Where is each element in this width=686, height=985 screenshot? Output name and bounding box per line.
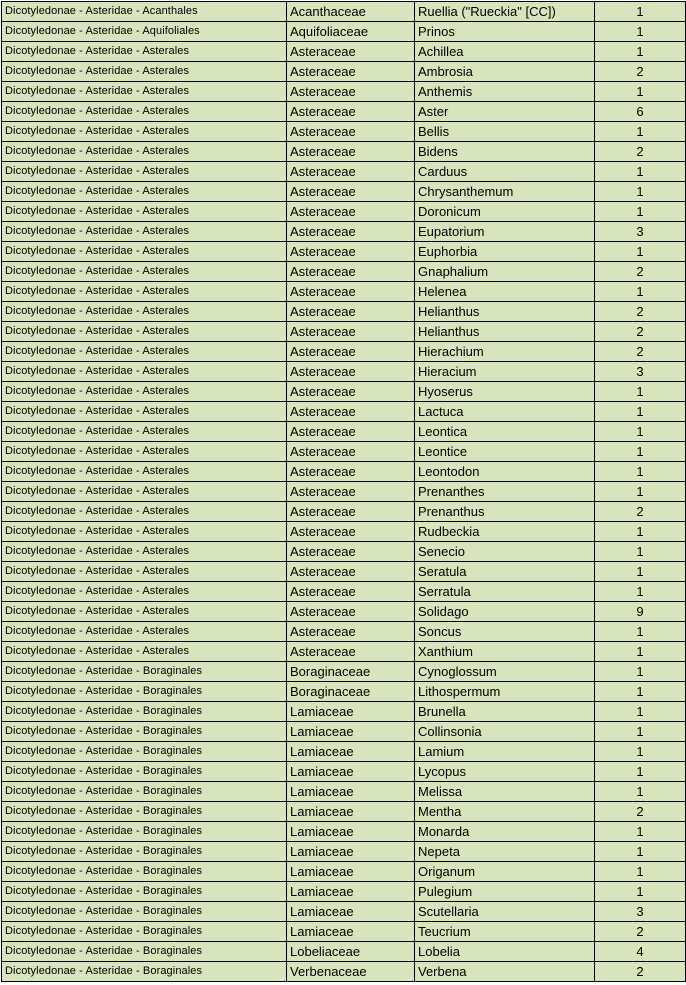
family-cell[interactable]: Asteraceae [287,122,415,142]
family-cell[interactable]: Asteraceae [287,402,415,422]
genus-cell[interactable]: Scutellaria [415,902,595,922]
classification-cell[interactable]: Dicotyledonae - Asteridae - Asterales [2,62,287,82]
genus-cell[interactable]: Chrysanthemum [415,182,595,202]
classification-cell[interactable]: Dicotyledonae - Asteridae - Boraginales [2,802,287,822]
family-cell[interactable]: Lamiaceae [287,922,415,942]
family-cell[interactable]: Asteraceae [287,442,415,462]
table-row [2,802,686,822]
genus-cell[interactable]: Teucrium [415,922,595,942]
family-cell[interactable]: Lamiaceae [287,762,415,782]
count-cell[interactable]: 1 [595,702,686,722]
genus-cell[interactable]: Bellis [415,122,595,142]
classification-cell[interactable]: Dicotyledonae - Asteridae - Asterales [2,122,287,142]
genus-cell[interactable]: Bidens [415,142,595,162]
genus-cell[interactable]: Lithospermum [415,682,595,702]
genus-cell[interactable]: Doronicum [415,202,595,222]
genus-cell[interactable]: Cynoglossum [415,662,595,682]
count-cell[interactable]: 1 [595,22,686,42]
classification-cell[interactable]: Dicotyledonae - Asteridae - Boraginales [2,902,287,922]
table-row [2,542,686,562]
family-cell[interactable]: Verbenaceae [287,962,415,982]
family-cell[interactable]: Asteraceae [287,422,415,442]
genus-cell[interactable]: Solidago [415,602,595,622]
classification-cell[interactable]: Dicotyledonae - Asteridae - Asterales [2,462,287,482]
count-cell[interactable]: 2 [595,302,686,322]
count-cell[interactable]: 2 [595,502,686,522]
count-cell[interactable]: 1 [595,522,686,542]
classification-cell[interactable]: Dicotyledonae - Asteridae - Boraginales [2,822,287,842]
classification-cell[interactable]: Dicotyledonae - Asteridae - Asterales [2,302,287,322]
count-cell[interactable]: 1 [595,2,686,22]
family-cell[interactable]: Asteraceae [287,462,415,482]
classification-cell[interactable]: Dicotyledonae - Asteridae - Asterales [2,322,287,342]
table-row [2,702,686,722]
classification-cell[interactable]: Dicotyledonae - Asteridae - Asterales [2,362,287,382]
classification-cell[interactable]: Dicotyledonae - Asteridae - Boraginales [2,782,287,802]
classification-cell[interactable]: Dicotyledonae - Asteridae - Asterales [2,402,287,422]
table-row [2,282,686,302]
genus-cell[interactable]: Carduus [415,162,595,182]
family-cell[interactable]: Asteraceae [287,642,415,662]
classification-cell[interactable]: Dicotyledonae - Asteridae - Asterales [2,102,287,122]
genus-cell[interactable]: Helenea [415,282,595,302]
table-row [2,882,686,902]
table-row [2,622,686,642]
count-cell[interactable]: 1 [595,482,686,502]
classification-cell[interactable]: Dicotyledonae - Asteridae - Asterales [2,182,287,202]
classification-cell[interactable]: Dicotyledonae - Asteridae - Boraginales [2,922,287,942]
count-cell[interactable]: 1 [595,662,686,682]
table-row [2,482,686,502]
family-cell[interactable]: Boraginaceae [287,662,415,682]
family-cell[interactable]: Lamiaceae [287,902,415,922]
classification-cell[interactable]: Dicotyledonae - Asteridae - Boraginales [2,682,287,702]
count-cell[interactable]: 1 [595,82,686,102]
classification-cell[interactable]: Dicotyledonae - Asteridae - Asterales [2,622,287,642]
table-row [2,562,686,582]
family-cell[interactable]: Asteraceae [287,282,415,302]
family-cell[interactable]: Asteraceae [287,542,415,562]
family-cell[interactable]: Asteraceae [287,622,415,642]
table-row [2,522,686,542]
table-row [2,62,686,82]
table-row [2,942,686,962]
table-row [2,142,686,162]
genus-cell[interactable]: Ambrosia [415,62,595,82]
count-cell[interactable]: 2 [595,922,686,942]
count-cell[interactable]: 1 [595,882,686,902]
family-cell[interactable]: Lobeliaceae [287,942,415,962]
family-cell[interactable]: Lamiaceae [287,782,415,802]
family-cell[interactable]: Aquifoliaceae [287,22,415,42]
table-row [2,82,686,102]
count-cell[interactable]: 1 [595,242,686,262]
family-cell[interactable]: Lamiaceae [287,702,415,722]
classification-cell[interactable]: Dicotyledonae - Asteridae - Asterales [2,342,287,362]
classification-cell[interactable]: Dicotyledonae - Asteridae - Acanthales [2,2,287,22]
count-cell[interactable]: 1 [595,622,686,642]
table-row [2,242,686,262]
count-cell[interactable]: 1 [595,122,686,142]
family-cell[interactable]: Asteraceae [287,582,415,602]
classification-cell[interactable]: Dicotyledonae - Asteridae - Asterales [2,142,287,162]
count-cell[interactable]: 6 [595,102,686,122]
classification-cell[interactable]: Dicotyledonae - Asteridae - Boraginales [2,862,287,882]
genus-cell[interactable]: Gnaphalium [415,262,595,282]
species-table [1,1,686,982]
table-row [2,662,686,682]
table-row [2,742,686,762]
table-row [2,202,686,222]
count-cell[interactable]: 2 [595,322,686,342]
table-row [2,162,686,182]
family-cell[interactable]: Asteraceae [287,222,415,242]
genus-cell[interactable]: Lamium [415,742,595,762]
classification-cell[interactable]: Dicotyledonae - Asteridae - Asterales [2,282,287,302]
count-cell[interactable]: 9 [595,602,686,622]
family-cell[interactable]: Asteraceae [287,82,415,102]
count-cell[interactable]: 3 [595,222,686,242]
spreadsheet-sheet [0,1,686,985]
classification-cell[interactable]: Dicotyledonae - Asteridae - Asterales [2,382,287,402]
genus-cell[interactable]: Eupatorium [415,222,595,242]
table-row [2,42,686,62]
family-cell[interactable]: Lamiaceae [287,722,415,742]
family-cell[interactable]: Asteraceae [287,562,415,582]
count-cell[interactable]: 1 [595,202,686,222]
classification-cell[interactable]: Dicotyledonae - Asteridae - Asterales [2,42,287,62]
table-row [2,842,686,862]
family-cell[interactable]: Lamiaceae [287,822,415,842]
table-row [2,422,686,442]
table-row [2,722,686,742]
genus-cell[interactable]: Verbena [415,962,595,982]
table-row [2,822,686,842]
classification-cell[interactable]: Dicotyledonae - Asteridae - Asterales [2,422,287,442]
count-cell[interactable]: 3 [595,362,686,382]
family-cell[interactable]: Lamiaceae [287,842,415,862]
classification-cell[interactable]: Dicotyledonae - Asteridae - Asterales [2,602,287,622]
count-cell[interactable]: 1 [595,182,686,202]
table-row [2,362,686,382]
genus-cell[interactable]: Pulegium [415,882,595,902]
family-cell[interactable]: Asteraceae [287,182,415,202]
table-row [2,922,686,942]
table-row [2,302,686,322]
table-row [2,2,686,22]
genus-cell[interactable]: Brunella [415,702,595,722]
table-row [2,502,686,522]
family-cell[interactable]: Asteraceae [287,142,415,162]
genus-cell[interactable]: Mentha [415,802,595,822]
classification-cell[interactable]: Dicotyledonae - Asteridae - Boraginales [2,722,287,742]
family-cell[interactable]: Asteraceae [287,362,415,382]
genus-cell[interactable]: Collinsonia [415,722,595,742]
count-cell[interactable]: 1 [595,762,686,782]
classification-cell[interactable]: Dicotyledonae - Asteridae - Boraginales [2,662,287,682]
family-cell[interactable]: Asteraceae [287,382,415,402]
table-row [2,342,686,362]
genus-cell[interactable]: Seratula [415,562,595,582]
family-cell[interactable]: Asteraceae [287,42,415,62]
table-row [2,582,686,602]
genus-cell[interactable]: Hieracium [415,362,595,382]
family-cell[interactable]: Asteraceae [287,162,415,182]
table-row [2,322,686,342]
count-cell[interactable]: 1 [595,562,686,582]
count-cell[interactable]: 1 [595,682,686,702]
genus-cell[interactable]: Achillea [415,42,595,62]
classification-cell[interactable]: Dicotyledonae - Asteridae - Boraginales [2,882,287,902]
table-row [2,262,686,282]
classification-cell[interactable]: Dicotyledonae - Asteridae - Asterales [2,642,287,662]
classification-cell[interactable]: Dicotyledonae - Asteridae - Aquifoliales [2,22,287,42]
genus-cell[interactable]: Origanum [415,862,595,882]
table-row [2,762,686,782]
family-cell[interactable]: Asteraceae [287,522,415,542]
family-cell[interactable]: Asteraceae [287,262,415,282]
classification-cell[interactable]: Dicotyledonae - Asteridae - Asterales [2,242,287,262]
classification-cell[interactable]: Dicotyledonae - Asteridae - Asterales [2,542,287,562]
classification-cell[interactable]: Dicotyledonae - Asteridae - Asterales [2,262,287,282]
classification-cell[interactable]: Dicotyledonae - Asteridae - Asterales [2,162,287,182]
classification-cell[interactable]: Dicotyledonae - Asteridae - Boraginales [2,942,287,962]
genus-cell[interactable]: Lycopus [415,762,595,782]
count-cell[interactable]: 1 [595,582,686,602]
genus-cell[interactable]: Ruellia ("Rueckia" [CC]) [415,2,595,22]
family-cell[interactable]: Lamiaceae [287,882,415,902]
classification-cell[interactable]: Dicotyledonae - Asteridae - Asterales [2,222,287,242]
count-cell[interactable]: 3 [595,902,686,922]
count-cell[interactable]: 1 [595,422,686,442]
count-cell[interactable]: 2 [595,802,686,822]
table-row [2,222,686,242]
table-row [2,782,686,802]
count-cell[interactable]: 1 [595,42,686,62]
table-row [2,182,686,202]
count-cell[interactable]: 2 [595,62,686,82]
genus-cell[interactable]: Helianthus [415,302,595,322]
count-cell[interactable]: 1 [595,782,686,802]
count-cell[interactable]: 1 [595,842,686,862]
family-cell[interactable]: Boraginaceae [287,682,415,702]
family-cell[interactable]: Asteraceae [287,342,415,362]
genus-cell[interactable]: Prinos [415,22,595,42]
family-cell[interactable]: Asteraceae [287,602,415,622]
family-cell[interactable]: Asteraceae [287,302,415,322]
table-row [2,902,686,922]
genus-cell[interactable]: Lactuca [415,402,595,422]
classification-cell[interactable]: Dicotyledonae - Asteridae - Asterales [2,502,287,522]
family-cell[interactable]: Asteraceae [287,202,415,222]
genus-cell[interactable]: Aster [415,102,595,122]
table-row [2,862,686,882]
count-cell[interactable]: 2 [595,962,686,982]
count-cell[interactable]: 2 [595,342,686,362]
genus-cell[interactable]: Anthemis [415,82,595,102]
count-cell[interactable]: 1 [595,822,686,842]
classification-cell[interactable]: Dicotyledonae - Asteridae - Asterales [2,82,287,102]
count-cell[interactable]: 1 [595,722,686,742]
classification-cell[interactable]: Dicotyledonae - Asteridae - Asterales [2,202,287,222]
count-cell[interactable]: 1 [595,402,686,422]
count-cell[interactable]: 2 [595,262,686,282]
family-cell[interactable]: Asteraceae [287,102,415,122]
count-cell[interactable]: 4 [595,942,686,962]
classification-cell[interactable]: Dicotyledonae - Asteridae - Asterales [2,562,287,582]
table-row [2,962,686,982]
table-body [2,2,686,982]
genus-cell[interactable]: Hierachium [415,342,595,362]
count-cell[interactable]: 1 [595,462,686,482]
classification-cell[interactable]: Dicotyledonae - Asteridae - Boraginales [2,742,287,762]
count-cell[interactable]: 1 [595,862,686,882]
family-cell[interactable]: Asteraceae [287,62,415,82]
count-cell[interactable]: 1 [595,442,686,462]
count-cell[interactable]: 1 [595,642,686,662]
classification-cell[interactable]: Dicotyledonae - Asteridae - Boraginales [2,762,287,782]
genus-cell[interactable]: Soncus [415,622,595,642]
genus-cell[interactable]: Prenanthus [415,502,595,522]
count-cell[interactable]: 2 [595,142,686,162]
classification-cell[interactable]: Dicotyledonae - Asteridae - Asterales [2,582,287,602]
family-cell[interactable]: Acanthaceae [287,2,415,22]
family-cell[interactable]: Asteraceae [287,242,415,262]
count-cell[interactable]: 1 [595,382,686,402]
family-cell[interactable]: Lamiaceae [287,862,415,882]
table-row [2,642,686,662]
family-cell[interactable]: Asteraceae [287,502,415,522]
classification-cell[interactable]: Dicotyledonae - Asteridae - Asterales [2,522,287,542]
table-row [2,682,686,702]
genus-cell[interactable]: Xanthium [415,642,595,662]
classification-cell[interactable]: Dicotyledonae - Asteridae - Boraginales [2,962,287,982]
classification-cell[interactable]: Dicotyledonae - Asteridae - Asterales [2,482,287,502]
family-cell[interactable]: Asteraceae [287,322,415,342]
count-cell[interactable]: 1 [595,542,686,562]
genus-cell[interactable]: Melissa [415,782,595,802]
genus-cell[interactable]: Monarda [415,822,595,842]
genus-cell[interactable]: Hyoserus [415,382,595,402]
genus-cell[interactable]: Lobelia [415,942,595,962]
genus-cell[interactable]: Nepeta [415,842,595,862]
table-row [2,402,686,422]
classification-cell[interactable]: Dicotyledonae - Asteridae - Asterales [2,442,287,462]
genus-cell[interactable]: Leontodon [415,462,595,482]
table-row [2,102,686,122]
family-cell[interactable]: Lamiaceae [287,802,415,822]
genus-cell[interactable]: Euphorbia [415,242,595,262]
genus-cell[interactable]: Rudbeckia [415,522,595,542]
table-row [2,462,686,482]
count-cell[interactable]: 1 [595,282,686,302]
genus-cell[interactable]: Leontica [415,422,595,442]
table-row [2,22,686,42]
table-row [2,602,686,622]
genus-cell[interactable]: Helianthus [415,322,595,342]
table-row [2,122,686,142]
table-row [2,382,686,402]
table-row [2,442,686,462]
genus-cell[interactable]: Prenanthes [415,482,595,502]
count-cell[interactable]: 1 [595,742,686,762]
family-cell[interactable]: Asteraceae [287,482,415,502]
classification-cell[interactable]: Dicotyledonae - Asteridae - Boraginales [2,842,287,862]
family-cell[interactable]: Lamiaceae [287,742,415,762]
genus-cell[interactable]: Leontice [415,442,595,462]
genus-cell[interactable]: Senecio [415,542,595,562]
classification-cell[interactable]: Dicotyledonae - Asteridae - Boraginales [2,702,287,722]
genus-cell[interactable]: Serratula [415,582,595,602]
count-cell[interactable]: 1 [595,162,686,182]
